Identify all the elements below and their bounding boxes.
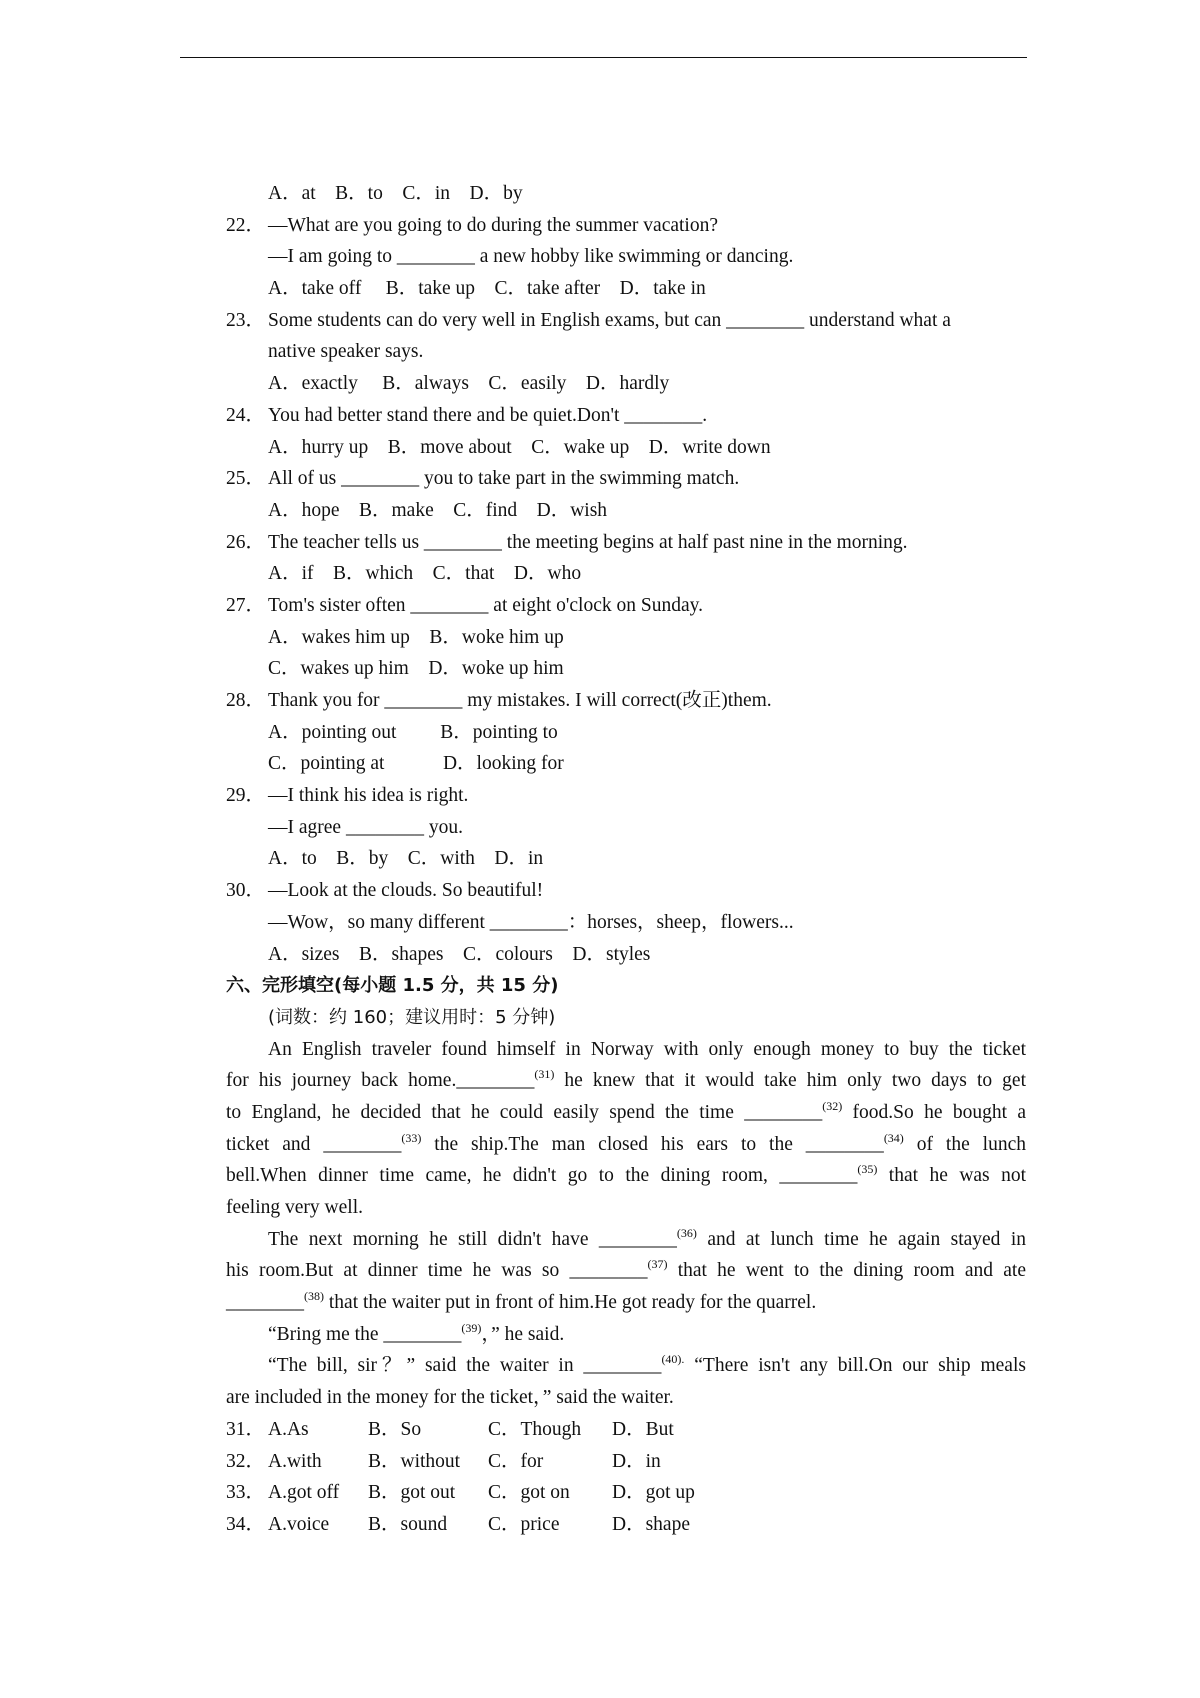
option-b: B．So	[368, 1418, 422, 1440]
question-number: 22．	[226, 214, 266, 236]
answer-number: 33．	[226, 1482, 266, 1504]
option-b: B．got out	[368, 1482, 456, 1504]
question-number: 25．	[226, 468, 266, 490]
passage-text: bell.When dinner time came, he didn't go to the dining room, ________	[226, 1165, 858, 1187]
passage-text: “There isn't any bill.On our ship meals	[684, 1355, 1026, 1377]
passage-text: for his journey back home.________	[226, 1070, 535, 1092]
answer-row-33	[226, 1477, 1026, 1509]
question-text: —Look at the clouds. So beautiful!	[268, 880, 544, 902]
exam-page	[226, 178, 1026, 1541]
option-d: D．shape	[612, 1513, 690, 1535]
question-28	[226, 685, 1026, 717]
question-26	[226, 527, 1026, 559]
passage-line: An English traveler found himself in Norway with only enough money to buy the ticket	[268, 1038, 1026, 1060]
question-30	[226, 875, 1026, 907]
section-heading: 六、完形填空(每小题 1.5 分，共 15 分)	[226, 975, 559, 997]
question-24	[226, 400, 1026, 432]
passage-line	[226, 1224, 1026, 1256]
q21-options: A．at B．to C．in D．by	[268, 183, 523, 204]
option-b: B．without	[368, 1450, 461, 1472]
option-c: C．got on	[488, 1482, 570, 1504]
question-22	[226, 210, 1026, 242]
passage-text: he knew that it would take him only two days to get	[554, 1070, 1026, 1092]
passage-line	[226, 1350, 1026, 1382]
blank-number: (40).	[661, 1352, 685, 1367]
question-text-cont: —Wow，so many different ________：horses，sheep，flowers...	[268, 911, 794, 933]
question-number: 27．	[226, 594, 266, 616]
question-text: —I think his idea is right.	[268, 785, 469, 807]
question-text: Thank you for ________ my mistakes. I will correct(改正)them.	[268, 690, 772, 711]
passage-line	[226, 1065, 1026, 1097]
passage-line	[226, 1160, 1026, 1192]
passage-text: ticket and ________	[226, 1133, 402, 1155]
blank-number: (39)	[461, 1320, 482, 1335]
question-27	[226, 590, 1026, 622]
question-text: The teacher tells us ________ the meeting begins at half past nine in the morning.	[268, 531, 908, 553]
passage-text: The next morning he still didn't have ________	[268, 1228, 677, 1250]
question-25	[226, 463, 1026, 495]
header-rule	[180, 57, 1027, 58]
question-text: Some students can do very well in English exams, but can ________ understand what a	[268, 309, 951, 331]
passage-text: of the lunch	[903, 1133, 1027, 1155]
question-text-cont: —I am going to ________ a new hobby like swimming or dancing.	[268, 246, 794, 268]
passage-text: “The bill, sir？” said the waiter in ________	[268, 1355, 662, 1377]
question-options: A．wakes him up B．woke him up	[268, 626, 564, 648]
answer-number: 32．	[226, 1450, 266, 1472]
option-d: D．got up	[612, 1482, 695, 1504]
passage-line: are included in the money for the ticket，” said the waiter.	[226, 1387, 674, 1409]
passage-text: food.So he bought a	[842, 1101, 1026, 1123]
passage-line	[226, 1129, 1026, 1161]
question-text: —What are you going to do during the summer vacation?	[268, 214, 719, 236]
passage-text: that the waiter put in front of him.He got ready for the quarrel.	[324, 1292, 817, 1314]
option-d: D．But	[612, 1418, 674, 1440]
option-a: A.voice	[268, 1513, 330, 1535]
question-number: 30．	[226, 880, 266, 902]
question-number: 29．	[226, 785, 266, 807]
question-text: You had better stand there and be quiet.Don't ________.	[268, 404, 708, 426]
section-subheading: (词数：约 160；建议用时：5 分钟)	[268, 1006, 556, 1028]
blank-number: (37)	[647, 1257, 668, 1272]
question-text-cont: native speaker says.	[268, 341, 424, 363]
passage-line: feeling very well.	[226, 1197, 363, 1218]
passage-text: that he was not	[877, 1165, 1027, 1187]
question-23	[226, 305, 1026, 337]
passage-line	[226, 1287, 1026, 1319]
answer-number: 31．	[226, 1418, 266, 1440]
question-options: A．sizes B．shapes C．colours D．styles	[268, 943, 651, 965]
question-29	[226, 780, 1026, 812]
passage-text: to England, he decided that he could easily spend the time ________	[226, 1101, 823, 1123]
question-options: C．pointing at D．looking for	[268, 753, 564, 775]
answer-number: 34．	[226, 1513, 266, 1535]
question-number: 28．	[226, 690, 266, 711]
option-b: B．sound	[368, 1513, 448, 1535]
passage-line	[226, 1319, 1026, 1351]
passage-text: “Bring me the ________	[268, 1323, 462, 1345]
option-a: A.with	[268, 1450, 322, 1472]
passage-text: ________	[226, 1292, 304, 1314]
passage-line	[226, 1255, 1026, 1287]
blank-number: (33)	[401, 1130, 422, 1145]
blank-number: (36)	[676, 1225, 697, 1240]
blank-number: (31)	[534, 1067, 555, 1082]
question-text: Tom's sister often ________ at eight o'clock on Sunday.	[268, 594, 703, 616]
option-c: C．Though	[488, 1418, 582, 1440]
answer-row-32	[226, 1446, 1026, 1478]
question-text: All of us ________ you to take part in the swimming match.	[268, 468, 740, 490]
answer-row-31	[226, 1414, 1026, 1446]
question-options: C．wakes up him D．woke up him	[268, 658, 564, 680]
option-c: C．price	[488, 1513, 560, 1535]
blank-number: (32)	[822, 1098, 843, 1113]
passage-text: ，” he said.	[481, 1323, 565, 1345]
blank-number: (34)	[883, 1130, 904, 1145]
question-options: A．to B．by C．with D．in	[268, 848, 544, 870]
question-options: A．take off B．take up C．take after D．take in	[268, 278, 706, 300]
question-options: A．hope B．make C．find D．wish	[268, 499, 608, 521]
question-number: 26．	[226, 531, 266, 553]
blank-number: (35)	[857, 1162, 878, 1177]
question-options: A．pointing out B．pointing to	[268, 721, 558, 743]
option-c: C．for	[488, 1450, 544, 1472]
option-d: D．in	[612, 1450, 661, 1472]
option-a: A.As	[268, 1418, 309, 1440]
passage-text: that he went to the dining room and ate	[667, 1260, 1026, 1282]
question-options: A．hurry up B．move about C．wake up D．write down	[268, 436, 771, 458]
blank-number: (38)	[304, 1289, 324, 1304]
question-text-cont: —I agree ________ you.	[268, 816, 463, 838]
passage-text: the ship.The man closed his ears to the ________	[421, 1133, 884, 1155]
passage-line	[226, 1097, 1026, 1129]
answer-row-34	[226, 1509, 1026, 1541]
passage-text: and at lunch time he again stayed in	[696, 1228, 1026, 1250]
question-number: 24．	[226, 404, 266, 426]
option-a: A.got off	[268, 1482, 340, 1504]
question-number: 23．	[226, 309, 266, 331]
passage-text: his room.But at dinner time he was so ________	[226, 1260, 648, 1282]
question-options: A．if B．which C．that D．who	[268, 563, 582, 585]
question-options: A．exactly B．always C．easily D．hardly	[268, 373, 670, 395]
